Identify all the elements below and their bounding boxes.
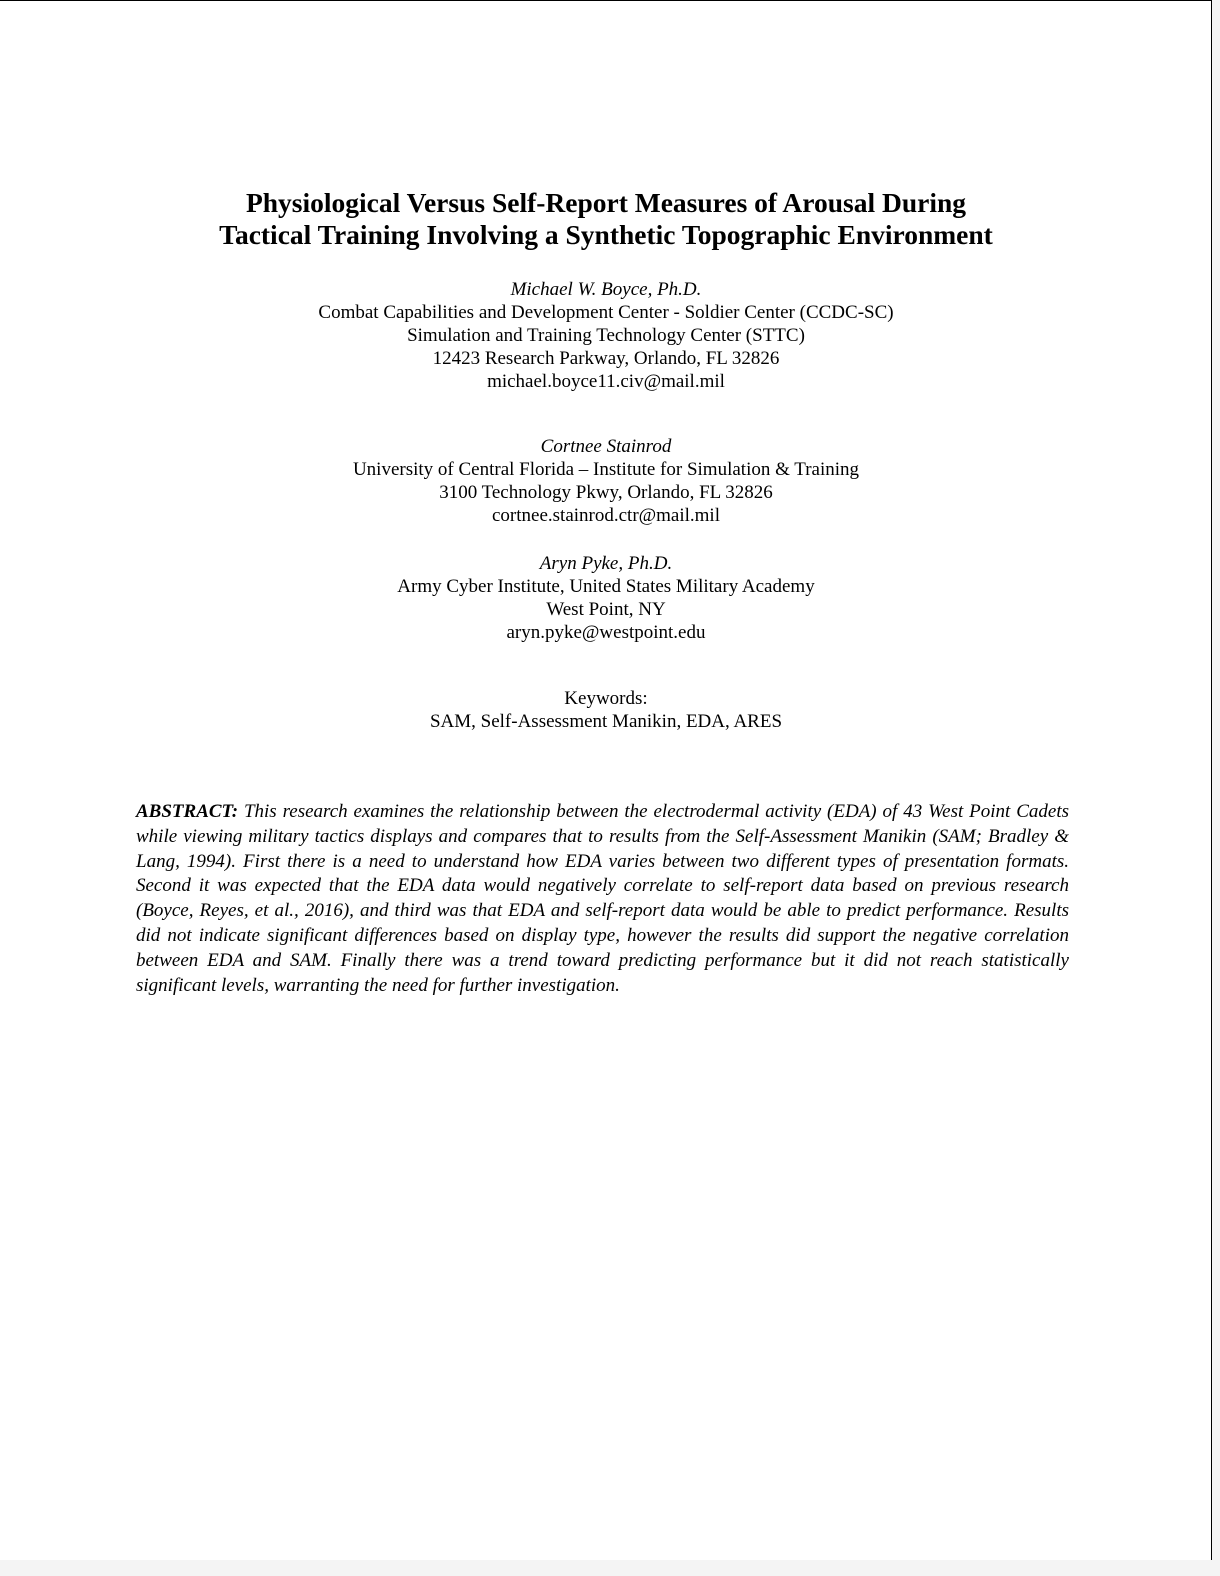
abstract-text: This research examines the relationship between the electrodermal activity (EDA) of 43 West Point Cadets while viewing military tactics displays and compares that to results from the Self-Assessment Manikin (SAM; Bradley & Lang, 1994). First there is a need to understand how EDA varies between two different types of presentation formats. Second it was expected that the EDA data would negatively correlate to self-report data based on previous research (Boyce, Reyes, et al., 2016), and third was that EDA and self-report data would be able to predict performance. Results did not indicate significant differences based on display type, however the results did support the negative correlation between EDA and SAM. Finally there was a trend toward predicting performance but it did not reach statistically significant levels, warranting the need for further investigation. — [136, 801, 1069, 996]
author-address: West Point, NY — [546, 599, 666, 620]
author-name: Cortnee Stainrod — [540, 436, 672, 457]
author-affiliation: Combat Capabilities and Development Center - Soldier Center (CCDC-SC) — [318, 302, 894, 323]
author-block-pyke — [0, 552, 1212, 644]
author-email: michael.boyce11.civ@mail.mil — [487, 371, 725, 392]
author-name: Aryn Pyke, Ph.D. — [539, 553, 673, 574]
abstract-paragraph — [136, 800, 1069, 998]
author-affiliation: Army Cyber Institute, United States Military Academy — [397, 576, 815, 597]
keywords-list: SAM, Self-Assessment Manikin, EDA, ARES — [429, 711, 783, 732]
title-line-1: Physiological Versus Self-Report Measures of Arousal During — [245, 187, 967, 218]
keywords-label: Keywords: — [564, 688, 648, 709]
abstract-label: ABSTRACT: — [136, 801, 239, 822]
author-email: aryn.pyke@westpoint.edu — [506, 622, 706, 643]
author-block-boyce — [0, 278, 1212, 393]
author-address: 12423 Research Parkway, Orlando, FL 32826 — [432, 348, 780, 369]
title-line-2: Tactical Training Involving a Synthetic Topographic Environment — [219, 219, 993, 250]
keywords-section — [0, 687, 1212, 733]
author-name: Michael W. Boyce, Ph.D. — [510, 279, 702, 300]
author-email: cortnee.stainrod.ctr@mail.mil — [491, 505, 720, 526]
paper-title — [0, 187, 1212, 251]
author-block-stainrod — [0, 435, 1212, 527]
author-address: 3100 Technology Pkwy, Orlando, FL 32826 — [439, 482, 773, 503]
author-affiliation: Simulation and Training Technology Center (STTC) — [407, 325, 805, 346]
author-affiliation: University of Central Florida – Institute for Simulation & Training — [352, 459, 860, 480]
